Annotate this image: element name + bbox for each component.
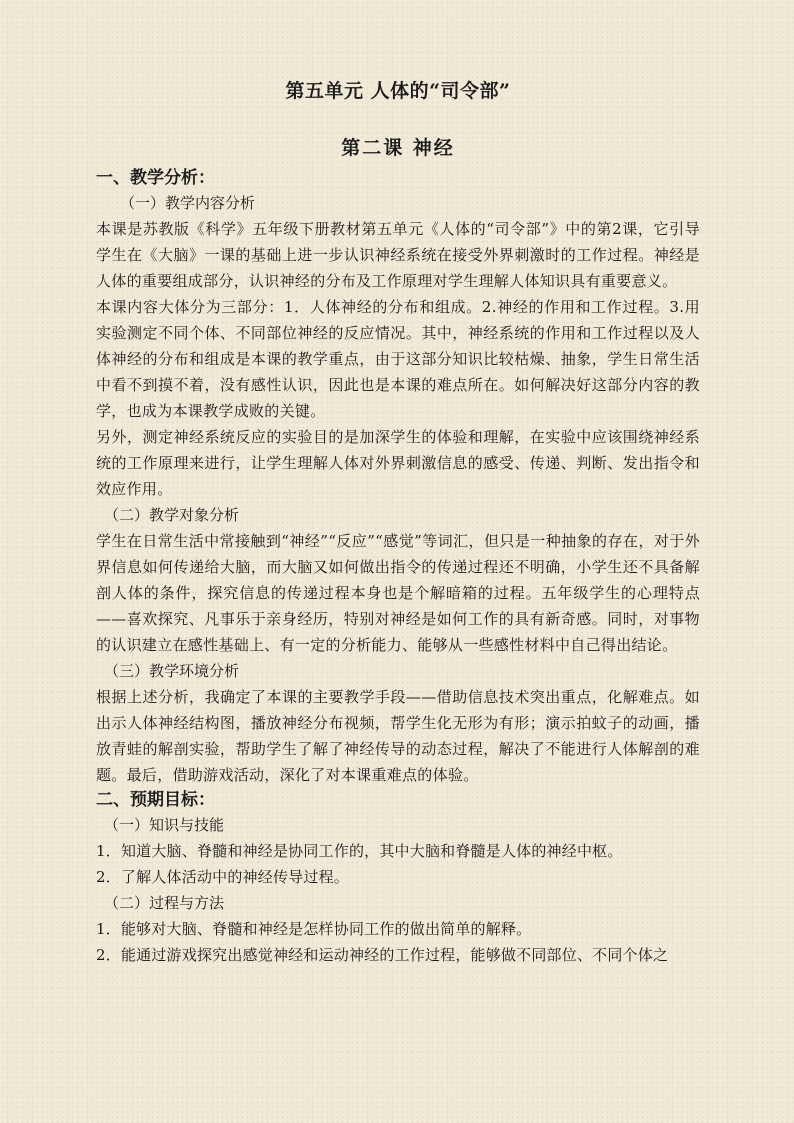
list-item: 2．了解人体活动中的神经传导过程。 bbox=[96, 868, 349, 886]
list-item: 1．能够对大脑、脊髓和神经是怎样协同工作的做出简单的解释。 bbox=[96, 920, 532, 938]
list-item: 1．知道大脑、脊髓和神经是协同工作的，其中大脑和脊髓是人体的神经中枢。 bbox=[96, 842, 623, 860]
paragraph: 根据上述分析，我确定了本课的主要教学手段——借助信息技术突出重点，化解难点。如出示人体神经结构图，播放神经分布视频，帮学生化无形为有形；演示拍蚊子的动画，播放青蛙的解剖实验，帮助学生了解了神经传导的动态过程，解决了不能进行人体解剖的难题。最后，借助游戏活动，深化了对本课重难点的体验。 bbox=[96, 688, 700, 784]
subsection-title: （二）过程与方法 bbox=[104, 894, 225, 912]
paragraph: 本课是苏教版《科学》五年级下册教材第五单元《人体的“司令部”》中的第2课，它引导学生在《大脑》一课的基础上进一步认识神经系统在接受外界刺激时的工作过程。神经是人体的重要组成部分，认识神经的分布及工作原理对学生理解人体知识具有重要意义。 bbox=[96, 220, 700, 290]
paragraph: 本课内容大体分为三部分：1．人体神经的分布和组成。2.神经的作用和工作过程。3.用实验测定不同个体、不同部位神经的反应情况。其中，神经系统的作用和工作过程以及人体神经的分布和组成是本课的教学重点，由于这部分知识比较枯燥、抽象，学生日常生活中看不到摸不着，没有感性认识，因此也是本课的难点所在。如何解决好这部分内容的教学，也成为本课教学成败的关键。 bbox=[96, 298, 700, 420]
list-item: 2．能通过游戏探究出感觉神经和运动神经的工作过程，能够做不同部位、不同个体之 bbox=[96, 946, 669, 964]
lesson-title: 第二课 神经 bbox=[341, 137, 455, 159]
subsection-title: （一）教学内容分析 bbox=[120, 194, 256, 212]
subsection-title: （一）知识与技能 bbox=[104, 816, 225, 834]
subsection-title: （三）教学环境分析 bbox=[104, 662, 240, 680]
paragraph: 学生在日常生活中常接触到“神经”“反应”“感觉”等词汇，但只是一种抽象的存在，对于外界信息如何传递给大脑，而大脑又如何做出指令的传递过程还不明确，小学生还不具备解剖人体的条件，探究信息的传递过程本身也是个解暗箱的过程。五年级学生的心理特点——喜欢探究、凡事乐于亲身经历，特别对神经是如何工作的具有新奇感。同时，对事物的认识建立在感性基础上、有一定的分析能力、能够从一些感性材料中自己得出结论。 bbox=[96, 532, 700, 654]
section-heading: 一、教学分析： bbox=[96, 168, 215, 188]
section-teaching-analysis bbox=[96, 166, 700, 788]
document-page bbox=[96, 76, 700, 968]
subsection-title: （二）教学对象分析 bbox=[104, 506, 240, 524]
section-expected-goals bbox=[96, 788, 700, 968]
section-heading: 二、预期目标： bbox=[96, 790, 215, 810]
unit-title: 第五单元 人体的“司令部” bbox=[285, 80, 511, 102]
paragraph: 另外，测定神经系统反应的实验目的是加深学生的体验和理解，在实验中应该围绕神经系统的工作原理来进行，让学生理解人体对外界刺激信息的感受、传递、判断、发出指令和效应作用。 bbox=[96, 428, 700, 498]
